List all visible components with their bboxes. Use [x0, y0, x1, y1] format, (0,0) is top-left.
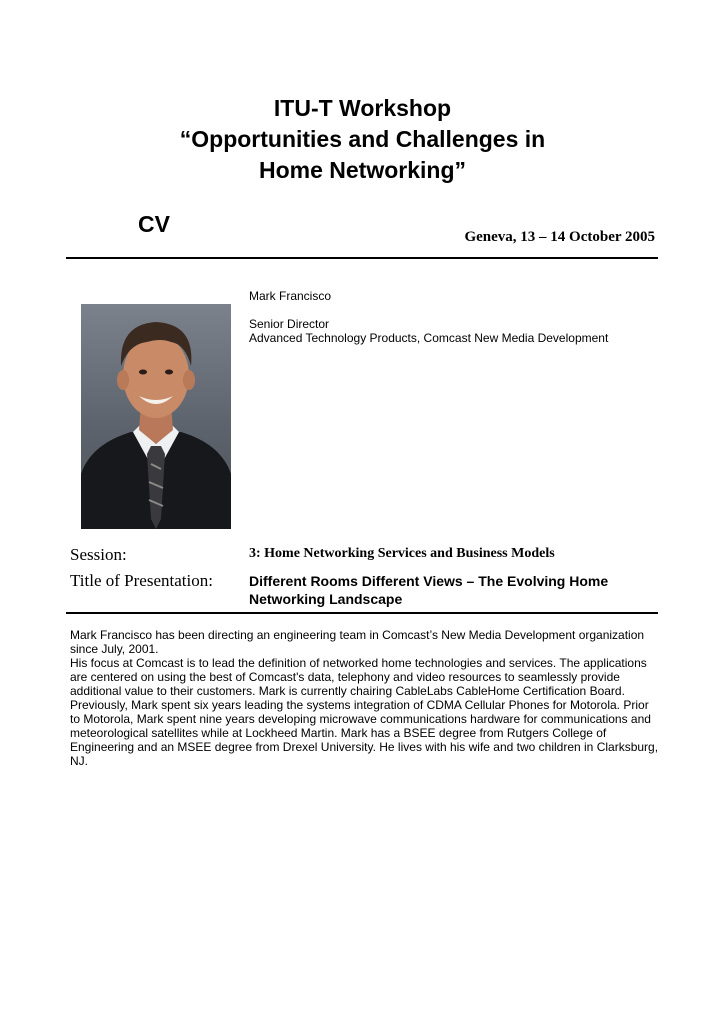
bio-paragraph-1: Mark Francisco has been directing an engineering team in Comcast’s New Media Development organization since July, 2001. [70, 628, 645, 656]
event-dateline: Geneva, 13 – 14 October 2005 [464, 229, 655, 245]
person-position: Senior Director [249, 317, 330, 331]
session-label: Session: [70, 545, 127, 564]
biography [70, 628, 660, 768]
bio-paragraph-2: His focus at Comcast is to lead the definition of networked home technologies and services. The applications are centered on using the best of Comcast's data, telephony and video resources to seamlessly provide additional value to their customers. Mark is currently chairing CableLabs CableHome Certification Board. Previously, Mark spent six years leading the systems integration of CDMA Cellular Phones for Motorola. Prior to Motorola, Mark spent nine years developing microwave communications hardware for communications and meteorological satellites while at Lockheed Martin. Mark has a BSEE degree from Rutgers College of Engineering and an MSEE degree from Drexel University. He lives with his wife and two children in Clarksburg, NJ. [70, 656, 659, 768]
person-department: Advanced Technology Products, Comcast New Media Development [249, 331, 609, 345]
presentation-title-value [249, 572, 649, 608]
title-line-1: ITU-T Workshop [273, 95, 452, 121]
title-line-3: Home Networking” [258, 157, 467, 183]
document-title [0, 93, 725, 186]
middle-divider [66, 612, 658, 614]
person-info [249, 289, 608, 345]
cv-heading: CV [138, 211, 170, 237]
presentation-title-line-1: Different Rooms Different Views – The Evolving Home [249, 573, 609, 589]
person-name: Mark Francisco [249, 289, 332, 303]
portrait-photo [81, 304, 231, 529]
presentation-title-label: Title of Presentation: [70, 571, 213, 590]
title-line-2: “Opportunities and Challenges in [179, 126, 546, 152]
presentation-title-line-2: Networking Landscape [249, 591, 403, 607]
portrait-illustration [81, 304, 231, 529]
session-value: 3: Home Networking Services and Business Models [249, 546, 555, 561]
top-divider [66, 257, 658, 259]
